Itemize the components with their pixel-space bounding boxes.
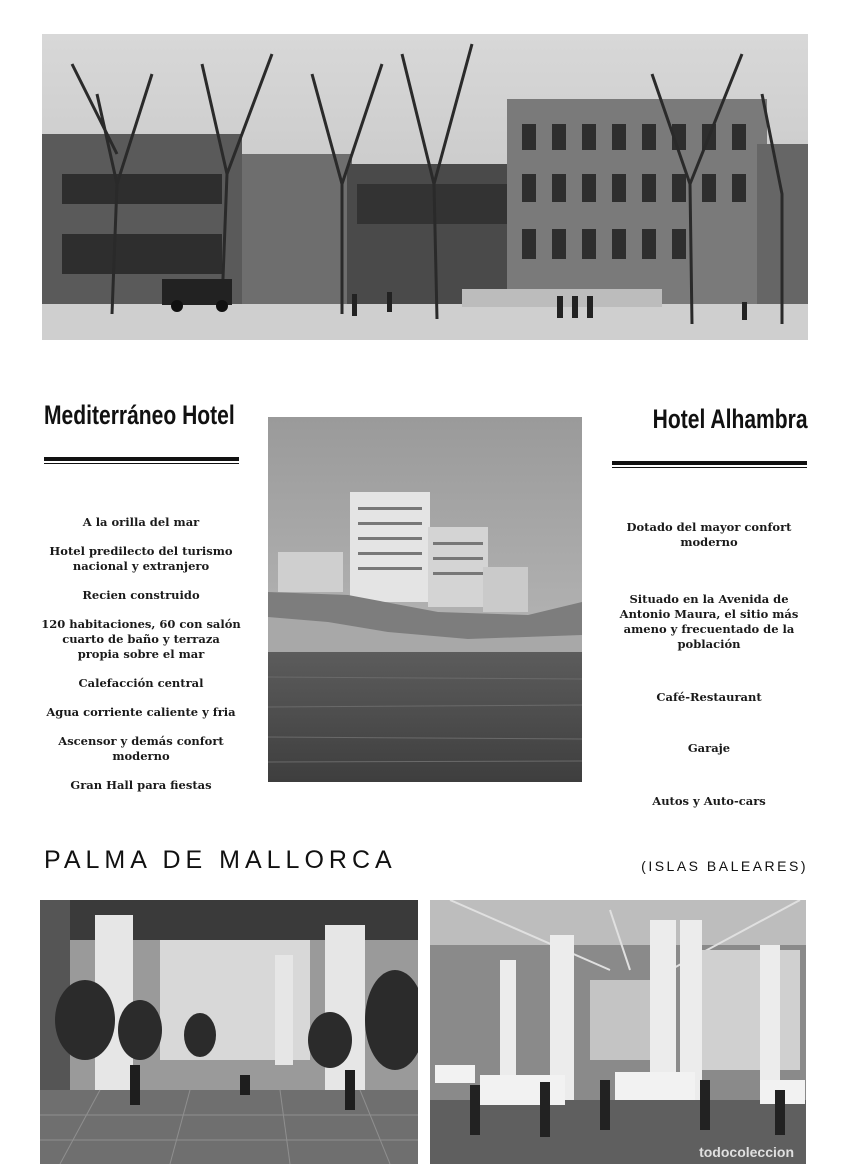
left-title-rule bbox=[44, 457, 239, 461]
feature-item: A la orilla del mar bbox=[82, 515, 200, 529]
feature-item: Recien construido bbox=[82, 588, 200, 602]
hall-photo bbox=[40, 900, 418, 1164]
feature-item: Situado en la Avenida de Antonio Maura, el sitio más ameno y frecuentado de la población bbox=[619, 592, 799, 651]
right-hotel-features bbox=[608, 520, 810, 809]
left-hotel-features bbox=[40, 515, 242, 807]
feature-item: Café-Restaurant bbox=[656, 690, 762, 704]
street-photo bbox=[42, 34, 808, 340]
right-title-rule bbox=[612, 461, 807, 465]
feature-item: Dotado del mayor confort moderno bbox=[626, 520, 792, 549]
feature-item: Gran Hall para fiestas bbox=[70, 778, 212, 792]
feature-item: Hotel predilecto del turismo nacional y extranjero bbox=[49, 544, 233, 573]
feature-item: 120 habitaciones, 60 con salón cuarto de baño y terraza propia sobre el mar bbox=[41, 617, 241, 661]
feature-item: Autos y Auto-cars bbox=[652, 794, 766, 808]
watermark: todocoleccion bbox=[699, 1144, 794, 1160]
location-banner bbox=[44, 846, 808, 886]
feature-item: Agua corriente caliente y fria bbox=[46, 705, 236, 719]
feature-item: Garaje bbox=[687, 741, 731, 755]
feature-item: Ascensor y demás confort moderno bbox=[58, 734, 224, 763]
city-name: PALMA DE MALLORCA bbox=[44, 846, 397, 874]
feature-item: Calefacción central bbox=[78, 676, 204, 690]
right-hotel-title: Hotel Alhambra bbox=[653, 404, 808, 434]
hotel-seafront-photo bbox=[268, 417, 582, 782]
region-name: (ISLAS BALEARES) bbox=[641, 858, 808, 874]
left-hotel-title: Mediterráneo Hotel bbox=[44, 400, 235, 430]
dining-room-photo bbox=[430, 900, 806, 1164]
